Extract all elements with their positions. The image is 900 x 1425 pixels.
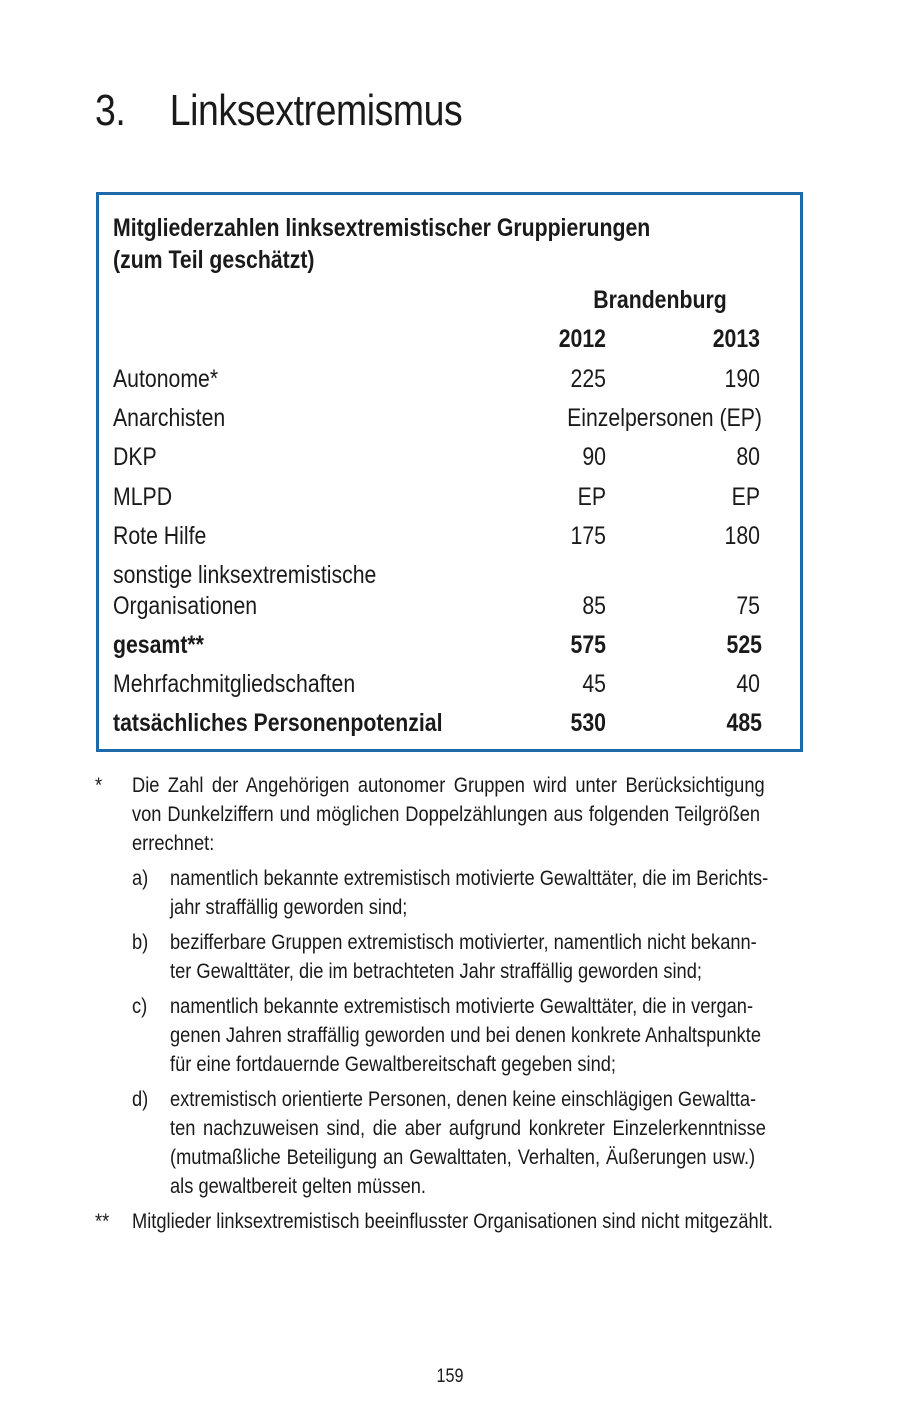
footnote-star-line2: von Dunkelziffern und möglichen Doppelzählungen aus folgenden Teilgrößen xyxy=(132,802,761,826)
row-label-anarchisten: Anarchisten xyxy=(113,404,226,432)
footnote-item-a-line1: namentlich bekannte extremistisch motivierte Gewalttäter, die im Berichts- xyxy=(170,866,769,890)
footnote-item-c-line3: für eine fortdauernde Gewaltbereitschaft gegeben sind; xyxy=(170,1052,616,1076)
footnote-star-line1: Die Zahl der Angehörigen autonomer Gruppen wird unter Berücksichtigung xyxy=(132,773,765,797)
footnote-double-star-text: Mitglieder linksextremistisch beeinflusster Organisationen sind nicht mitgezählt. xyxy=(132,1209,773,1233)
footnote-item-c-marker: c) xyxy=(132,994,148,1018)
cell-gesamt-2012: 575 xyxy=(570,631,606,659)
table-title-line1: Mitgliederzahlen linksextremistischer Gruppierungen xyxy=(113,214,651,242)
footnote-item-b-line2: ter Gewalttäter, die im betrachteten Jahr straffällig geworden sind; xyxy=(170,959,702,983)
row-label-sonstige-line2: Organisationen xyxy=(113,592,258,620)
footnote-item-c-line2: genen Jahren straffällig geworden und bei denen konkrete Anhaltspunkte xyxy=(170,1023,761,1047)
cell-dkp-2012: 90 xyxy=(582,443,606,471)
cell-potenzial-2013: 485 xyxy=(726,709,762,737)
cell-sonstige-2013: 75 xyxy=(736,592,760,620)
cell-mlpd-2012: EP xyxy=(577,483,606,511)
row-label-dkp: DKP xyxy=(113,443,157,471)
footnote-star-marker: * xyxy=(95,773,103,797)
footnote-item-d-marker: d) xyxy=(132,1087,149,1111)
cell-rote-hilfe-2012: 175 xyxy=(570,522,606,550)
row-label-gesamt: gesamt** xyxy=(113,631,204,659)
cell-mlpd-2013: EP xyxy=(731,483,760,511)
cell-autonome-2012: 225 xyxy=(570,365,606,393)
table-title-line2: (zum Teil geschätzt) xyxy=(113,246,315,274)
footnote-item-d-line4: als gewaltbereit gelten müssen. xyxy=(170,1174,426,1198)
region-header: Brandenburg xyxy=(593,286,727,314)
year-header-2013: 2013 xyxy=(712,325,760,353)
year-header-2012: 2012 xyxy=(558,325,606,353)
cell-autonome-2013: 190 xyxy=(724,365,760,393)
membership-table-box xyxy=(96,192,803,752)
footnote-double-star-marker: ** xyxy=(95,1209,110,1233)
footnote-item-b-line1: bezifferbare Gruppen extremistisch motivierter, namentlich nicht bekann- xyxy=(170,930,757,954)
row-label-rote-hilfe: Rote Hilfe xyxy=(113,522,207,550)
cell-potenzial-2012: 530 xyxy=(570,709,606,737)
chapter-heading xyxy=(95,86,462,136)
cell-gesamt-2013: 525 xyxy=(726,631,762,659)
footnote-item-b-marker: b) xyxy=(132,930,149,954)
row-label-autonome: Autonome* xyxy=(113,365,219,393)
cell-mehrfach-2012: 45 xyxy=(582,670,606,698)
page-number: 159 xyxy=(436,1366,464,1387)
row-label-mlpd: MLPD xyxy=(113,483,173,511)
footnote-item-c-line1: namentlich bekannte extremistisch motivierte Gewalttäter, die in vergan- xyxy=(170,994,754,1018)
footnote-item-a-marker: a) xyxy=(132,866,149,890)
row-label-potenzial: tatsächliches Personenpotenzial xyxy=(113,709,443,737)
chapter-title: Linksextremismus xyxy=(169,86,463,135)
cell-anarchisten-span: Einzelpersonen (EP) xyxy=(567,404,762,432)
cell-dkp-2013: 80 xyxy=(736,443,760,471)
footnote-item-d-line2: ten nachzuweisen sind, die aber aufgrund konkreter Einzelerkenntnisse xyxy=(170,1116,766,1140)
footnote-item-d-line1: extremistisch orientierte Personen, denen keine einschlägigen Gewaltta- xyxy=(170,1087,757,1111)
cell-mehrfach-2013: 40 xyxy=(736,670,760,698)
cell-sonstige-2012: 85 xyxy=(582,592,606,620)
cell-rote-hilfe-2013: 180 xyxy=(724,522,760,550)
footnote-star-line3: errechnet: xyxy=(132,831,215,855)
footnote-item-d-line3: (mutmaßliche Beteiligung an Gewalttaten, Verhalten, Äußerungen usw.) xyxy=(170,1145,756,1169)
footnote-item-a-line2: jahr straffällig geworden sind; xyxy=(170,895,408,919)
chapter-number: 3. xyxy=(95,86,126,135)
row-label-sonstige-line1: sonstige linksextremistische xyxy=(113,561,377,589)
row-label-mehrfach: Mehrfachmitgliedschaften xyxy=(113,670,356,698)
